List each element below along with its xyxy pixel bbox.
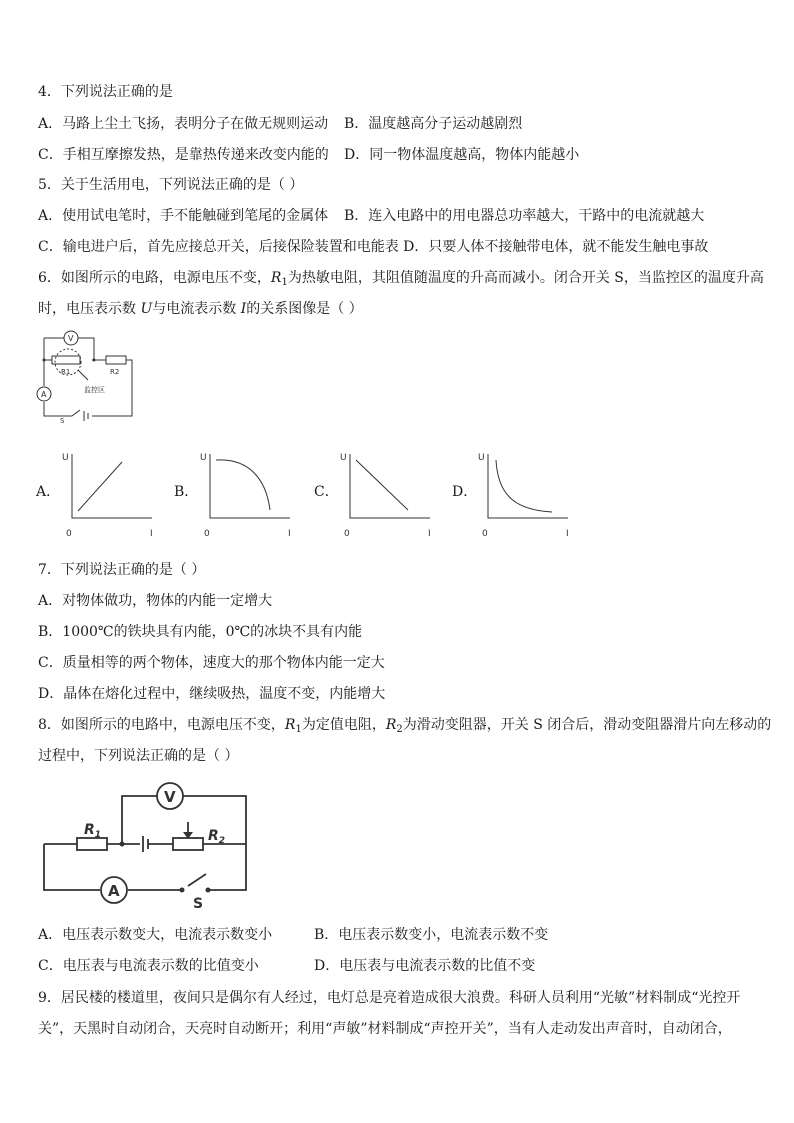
q9-line2: 关”，天黑时自动闭合，天亮时自动断开；利用“声敏”材料制成“声控开关”，当有人走动发出声音时，自动闭合，	[38, 1021, 732, 1037]
q4-option-d: D．同一物体温度越高，物体内能越小	[344, 147, 580, 163]
origin-label: 0	[482, 529, 488, 539]
q6-option-graph	[62, 448, 162, 543]
q6-monitor-label: 监控区	[84, 386, 105, 394]
q8-switch-label: S	[193, 896, 204, 912]
q8-r1-label: $R_1$	[84, 822, 102, 840]
q4-option-b: B．温度越高分子运动越剧烈	[344, 116, 523, 132]
axis-label-i: I	[566, 529, 569, 539]
q7-option-c: C．质量相等的两个物体，速度大的那个物体内能一定大	[38, 655, 385, 671]
q8-option-b: B．电压表示数变小，电流表示数不变	[314, 927, 549, 943]
q7-option-b: B．1000℃的铁块具有内能，0℃的冰块不具有内能	[38, 624, 363, 640]
origin-label: 0	[344, 529, 350, 539]
q4-option-c: C．手相互摩擦发热，是靠热传递来改变内能的	[38, 147, 329, 163]
q8-option-d: D．电压表与电流表示数的比值不变	[314, 958, 536, 974]
axes	[72, 454, 152, 518]
q7-option-d: D．晶体在熔化过程中，继续吸热，温度不变，内能增大	[38, 686, 386, 702]
q5-stem: 5．关于生活用电，下列说法正确的是（ ）	[38, 177, 304, 193]
q6-option-label: B．	[174, 484, 199, 500]
q5-option-a: A．使用试电笔时，手不能触碰到笔尾的金属体	[38, 208, 329, 224]
q5-option-b: B．连入电路中的用电器总功率越大，干路中的电流就越大	[344, 208, 705, 224]
q6-circuit-diagram	[30, 330, 140, 425]
curve-decreasing-line	[356, 460, 408, 510]
q6-stem-line2: 时，电压表示数 U与电流表示数 I的关系图像是（ ）	[38, 301, 363, 317]
curve-concave-down-decreasing	[216, 460, 270, 510]
origin-label: 0	[66, 529, 72, 539]
q6-option-d	[452, 448, 582, 543]
axis-label-i: I	[288, 529, 291, 539]
q6-stem-line1: 6．如图所示的电路，电源电压不变，$R_1$为热敏电阻，其阻值随温度的升高而减小。闭合开关 S，当监控区的温度升高	[38, 270, 764, 288]
curve-increasing-line	[78, 462, 122, 511]
q6-ammeter-label: A	[41, 390, 47, 399]
q4-option-a: A．马路上尘土飞扬，表明分子在做无规则运动	[38, 116, 329, 132]
curve-hyperbola-decreasing	[496, 460, 552, 512]
q8-voltmeter-label: V	[164, 788, 176, 806]
q6-option-label: D．	[452, 484, 478, 500]
q6-option-graph	[478, 448, 578, 543]
q6-option-graph	[340, 448, 440, 543]
q8-option-a: A．电压表示数变大，电流表示数变小	[38, 927, 273, 943]
q9-line1: 9．居民楼的楼道里，夜间只是偶尔有人经过，电灯总是亮着造成很大浪费。科研人员利用“光敏”材料制成“光控开	[38, 990, 741, 1006]
q6-option-label: A．	[36, 484, 61, 500]
axis-label-i: I	[150, 529, 153, 539]
axis-label-u: U	[200, 453, 207, 463]
q6-option-c	[314, 448, 444, 543]
q7-stem: 7．下列说法正确的是（ ）	[38, 562, 206, 578]
q8-stem-line2: 过程中，下列说法正确的是（ ）	[38, 748, 239, 764]
q8-ammeter-label: A	[108, 882, 120, 900]
axes	[210, 454, 290, 518]
q7-option-a: A．对物体做功，物体的内能一定增大	[38, 593, 273, 609]
origin-label: 0	[204, 529, 210, 539]
q6-option-label: C．	[314, 484, 339, 500]
q6-switch-label: S	[60, 417, 65, 425]
q6-option-b	[174, 448, 304, 543]
axes	[350, 454, 430, 518]
axis-label-u: U	[478, 453, 485, 463]
q8-option-c: C．电压表与电流表示数的比值变小	[38, 958, 259, 974]
axis-label-i: I	[428, 529, 431, 539]
q6-option-a	[36, 448, 166, 543]
q8-stem-line1: 8．如图所示的电路中，电源电压不变，$R_1$为定值电阻，$R_2$为滑动变阻器，开关 S 闭合后，滑动变阻器滑片向左移动的	[38, 717, 772, 735]
q4-stem: 4．下列说法正确的是	[38, 84, 173, 100]
axis-label-u: U	[340, 453, 347, 463]
q6-voltmeter-label: V	[68, 334, 74, 343]
q6-r1-label: R1	[61, 368, 71, 376]
q8-circuit-diagram	[40, 782, 255, 912]
q6-option-graph	[200, 448, 300, 543]
q6-r2-label: R2	[110, 368, 120, 376]
q8-r2-label: $R_2$	[208, 828, 226, 846]
axis-label-u: U	[62, 453, 69, 463]
q5-option-cd: C．输电进户后，首先应接总开关，后接保险装置和电能表 D．只要人体不接触带电体，就不能发生触电事故	[38, 239, 709, 255]
